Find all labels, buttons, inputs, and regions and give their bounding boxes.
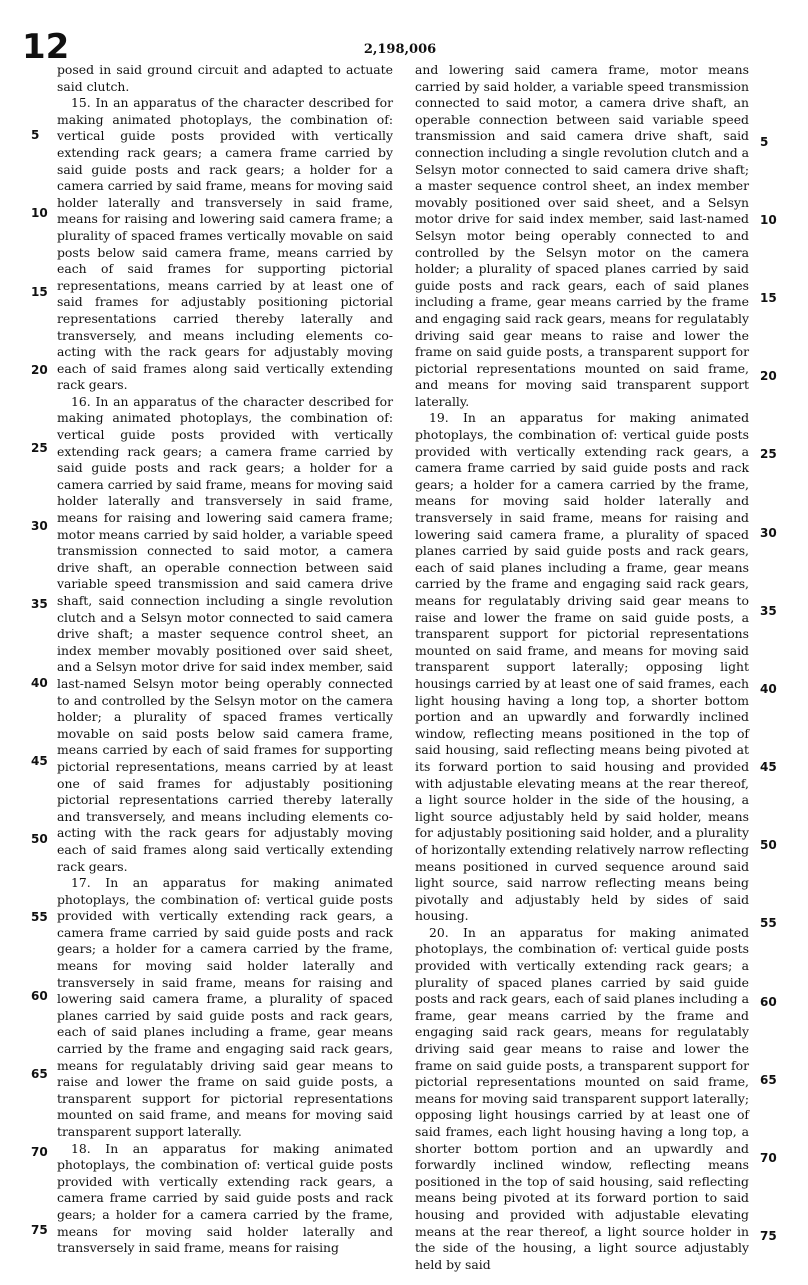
- line-number: 50: [760, 838, 777, 852]
- line-number: 10: [31, 206, 48, 220]
- line-number: 55: [31, 910, 48, 924]
- claim-paragraph: 16. In an apparatus of the character described for making animated photoplays, the combination of: vertical guide posts provided with vertically extending rack gears; a camera frame carried by said guide posts and rack gears; a holder for a camera carried by said frame, means for moving said holder laterally and transversely in said frame, means for raising and lowering said camera frame; motor means carried by said holder, a variable speed transmission connected to said motor, a camera drive shaft, an operable connection between said variable speed transmission and said camera drive shaft, said connection including a single revolution clutch and a Selsyn motor connected to said camera drive shaft; a master sequence control sheet, an index member movably positioned over said sheet, and a Selsyn motor drive for said index member, said last-named Selsyn motor being operably connected to and controlled by the Selsyn motor on the camera holder; a plurality of spaced frames vertically movable on said posts below said camera frame, means carried by each of said frames for supporting pictorial representations, means carried by at least one of said frames for adjustably positioning pictorial representations carried thereby laterally and transversely, and means including elements co-acting with the rack gears for adjustably moving each of said frames along said vertically extending rack gears.: [57, 393, 393, 874]
- line-number: 40: [760, 682, 777, 696]
- line-number: 50: [31, 832, 48, 846]
- line-number: 25: [31, 441, 48, 455]
- line-number: 20: [31, 363, 48, 377]
- line-number: 10: [760, 213, 777, 227]
- claim-paragraph: 20. In an apparatus for making animated photoplays, the combination of: vertical guide posts provided with vertically extending rack gears; a plurality of spaced planes carried by said guide posts and rack gears, each of said planes including a frame, gear means carried by the frame and engaging said rack gears, means for regulatably driving said gear means to raise and lower the frame on said guide posts, a transparent support for pictorial representations mounted on said frame, means for moving said transparent support laterally; opposing light housings carried by at least one of said frames, each light housing having a long top, a shorter bottom portion and an upwardly and forwardly inclined window, reflecting means positioned in the top of said housing, said reflecting means being pivoted at its forward portion to said housing and provided with adjustable elevating means at the rear thereof, a light source holder in the side of the housing, a light source adjustably held by said: [415, 924, 749, 1272]
- line-number: 65: [31, 1067, 48, 1081]
- claim-paragraph: 19. In an apparatus for making animated photoplays, the combination of: vertical guide posts provided with vertically extending rack gears, a camera frame carried by said guide posts and rack gears; a holder for a camera carried by the frame, means for moving said holder laterally and transversely in said frame, means for raising and lowering said camera frame, a plurality of spaced planes carried by said guide posts and rack gears, each of said planes including a frame, gear means carried by the frame and engaging said rack gears, means for regulatably driving said gear means to raise and lower the frame on said guide posts, a transparent support for pictorial representations mounted on said frame, and means for moving said transparent support laterally; opposing light housings carried by at least one of said frames, each light housing having a long top, a shorter bottom portion and an upwardly and forwardly inclined window, reflecting means positioned in the top of said housing, said reflecting means being pivoted at its forward portion to said housing and provided with adjustable elevating means at the rear thereof, a light source holder in the side of the housing, a light source adjustably held by said holder, means for adjustably positioning said holder, and a plurality of horizontally extending relatively narrow reflecting means positioned in curved sequence around said light source, said narrow reflecting means being pivotally and adjustably held by sides of said housing.: [415, 410, 749, 924]
- page-number: 12: [22, 27, 70, 67]
- line-number: 70: [760, 1151, 777, 1165]
- line-number: 15: [760, 291, 777, 305]
- line-number: 70: [31, 1145, 48, 1159]
- line-number: 35: [31, 597, 48, 611]
- line-number: 65: [760, 1073, 777, 1087]
- claim-paragraph: 17. In an apparatus for making animated photoplays, the combination of: vertical guide posts provided with vertically extending rack gears, a camera frame carried by said guide posts and rack gears; a holder for a camera carried by the frame, means for moving said holder laterally and transversely in said frame, means for raising and lowering said camera frame, a plurality of spaced planes carried by said guide posts and rack gears, each of said planes including a frame, gear means carried by the frame and engaging said rack gears, means for regulatably driving said gear means to raise and lower the frame on said guide posts, a transparent support for pictorial representations mounted on said frame, and means for moving said transparent support laterally.: [57, 875, 393, 1139]
- line-number: 60: [760, 995, 777, 1009]
- line-number: 45: [31, 754, 48, 768]
- line-number: 25: [760, 447, 777, 461]
- line-number: 15: [31, 285, 48, 299]
- page-header: [0, 0, 808, 67]
- line-number: 45: [760, 760, 777, 774]
- line-number: 30: [760, 526, 777, 540]
- right-column: [415, 62, 749, 1273]
- line-number: 35: [760, 604, 777, 618]
- line-number: 75: [760, 1229, 777, 1243]
- claim-paragraph: 15. In an apparatus of the character described for making animated photoplays, the combination of: vertical guide posts provided with vertically extending rack gears; a camera frame carried by said guide posts and rack gears; a holder for a camera carried by said frame, means for moving said holder laterally and transversely in said frame, means for raising and lowering said camera frame; a plurality of spaced frames vertically movable on said posts below said camera frame, means carried by each of said frames for supporting pictorial representations, means carried by at least one of said frames for adjustably positioning pictorial representations carried thereby laterally and transversely, and means including elements co-acting with the rack gears for adjustably moving each of said frames along said vertically extending rack gears.: [57, 95, 393, 393]
- line-number: 60: [31, 989, 48, 1003]
- line-number: 5: [31, 128, 40, 142]
- line-number: 5: [760, 135, 769, 149]
- line-number: 40: [31, 676, 48, 690]
- line-number: 20: [760, 369, 777, 383]
- line-number: 55: [760, 916, 777, 930]
- line-number: 30: [31, 519, 48, 533]
- claim-paragraph: posed in said ground circuit and adapted to actuate said clutch.: [57, 62, 393, 94]
- patent-number: 2,198,006: [363, 42, 437, 57]
- claim-paragraph: and lowering said camera frame, motor means carried by said holder, a variable speed transmission connected to said motor, a camera drive shaft, an operable connection between said variable speed transmission and said camera drive shaft, said connection including a single revolution clutch and a Selsyn motor connected to said camera drive shaft; a master sequence control sheet, an index member movably positioned over said sheet, and a Selsyn motor drive for said index member, said last-named Selsyn motor being operably connected to and controlled by the Selsyn motor on the camera holder; a plurality of spaced planes carried by said guide posts and rack gears, each of said planes including a frame, gear means carried by the frame and engaging said rack gears, means for regulatably driving said gear means to raise and lower the frame on said guide posts, a transparent support for pictorial representations mounted on said frame, and means for moving said transparent support laterally.: [415, 62, 749, 409]
- line-number: 75: [31, 1223, 48, 1237]
- left-column: [57, 62, 393, 1257]
- claim-paragraph: 18. In an apparatus for making animated photoplays, the combination of: vertical guide posts provided with vertically extending rack gears, a camera frame carried by said guide posts and rack gears; a holder for a camera carried by the frame, means for moving said holder laterally and transversely in said frame, means for raising: [57, 1140, 393, 1256]
